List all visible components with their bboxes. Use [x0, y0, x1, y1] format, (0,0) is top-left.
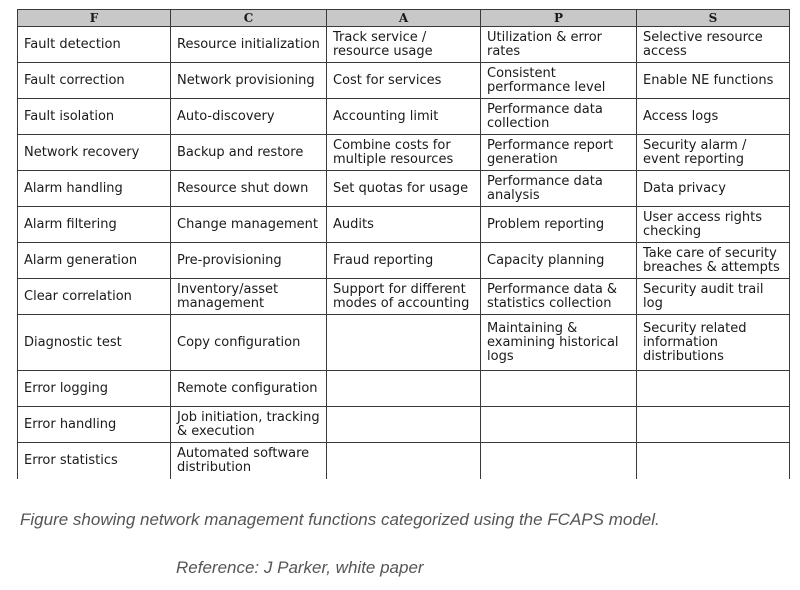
table-cell: Copy configuration	[171, 315, 327, 371]
table-cell: Alarm handling	[18, 171, 171, 207]
table-cell: Take care of security breaches & attempts	[637, 243, 790, 279]
table-cell: Performance report generation	[481, 135, 637, 171]
table-cell: Error logging	[18, 371, 171, 407]
table-cell: Cost for services	[327, 63, 481, 99]
header-fault: F	[18, 10, 171, 27]
table-cell: User access rights checking	[637, 207, 790, 243]
table-cell: Enable NE functions	[637, 63, 790, 99]
table-cell: Alarm filtering	[18, 207, 171, 243]
table-cell: Network recovery	[18, 135, 171, 171]
table-cell: Data privacy	[637, 171, 790, 207]
table-row	[18, 407, 790, 443]
table-cell	[637, 407, 790, 443]
header-performance: P	[481, 10, 637, 27]
table-cell: Audits	[327, 207, 481, 243]
table-cell: Accounting limit	[327, 99, 481, 135]
table-cell: Security related information distributions	[637, 315, 790, 371]
table-cell: Auto-discovery	[171, 99, 327, 135]
table-cell: Remote configuration	[171, 371, 327, 407]
table-row	[18, 279, 790, 315]
table-cell: Pre-provisioning	[171, 243, 327, 279]
table-cell: Job initiation, tracking & execution	[171, 407, 327, 443]
table-cell: Problem reporting	[481, 207, 637, 243]
table-cell: Clear correlation	[18, 279, 171, 315]
table-row	[18, 171, 790, 207]
table-cell: Alarm generation	[18, 243, 171, 279]
table-cell: Fraud reporting	[327, 243, 481, 279]
table-cell: Diagnostic test	[18, 315, 171, 371]
table-cell: Security audit trail log	[637, 279, 790, 315]
table-row	[18, 243, 790, 279]
fcaps-table-container	[17, 9, 790, 479]
table-row	[18, 371, 790, 407]
table-cell: Performance data analysis	[481, 171, 637, 207]
table-cell	[327, 315, 481, 371]
table-row	[18, 207, 790, 243]
table-cell: Fault detection	[18, 27, 171, 63]
table-cell	[481, 407, 637, 443]
table-cell: Utilization & error rates	[481, 27, 637, 63]
table-row	[18, 443, 790, 480]
table-cell: Resource initialization	[171, 27, 327, 63]
table-cell	[481, 371, 637, 407]
table-cell: Maintaining & examining historical logs	[481, 315, 637, 371]
table-cell: Consistent performance level	[481, 63, 637, 99]
table-cell: Track service / resource usage	[327, 27, 481, 63]
table-cell: Automated software distribution	[171, 443, 327, 480]
table-cell	[327, 371, 481, 407]
table-cell	[637, 371, 790, 407]
table-row	[18, 135, 790, 171]
table-cell: Support for different modes of accounting	[327, 279, 481, 315]
table-cell: Error statistics	[18, 443, 171, 480]
table-cell: Access logs	[637, 99, 790, 135]
table-cell	[637, 443, 790, 480]
figure-caption: Figure showing network management functions categorized using the FCAPS model.	[20, 510, 660, 529]
table-cell: Fault correction	[18, 63, 171, 99]
table-cell: Performance data & statistics collection	[481, 279, 637, 315]
table-row	[18, 315, 790, 371]
fcaps-table	[17, 9, 790, 479]
header-accounting: A	[327, 10, 481, 27]
table-cell: Inventory/asset management	[171, 279, 327, 315]
table-cell: Combine costs for multiple resources	[327, 135, 481, 171]
table-cell: Error handling	[18, 407, 171, 443]
table-cell	[327, 407, 481, 443]
table-cell: Backup and restore	[171, 135, 327, 171]
table-cell: Network provisioning	[171, 63, 327, 99]
table-header-row	[18, 10, 790, 27]
header-configuration: C	[171, 10, 327, 27]
table-cell: Performance data collection	[481, 99, 637, 135]
table-cell: Set quotas for usage	[327, 171, 481, 207]
table-row	[18, 63, 790, 99]
table-cell: Selective resource access	[637, 27, 790, 63]
table-row	[18, 27, 790, 63]
header-security: S	[637, 10, 790, 27]
table-cell: Capacity planning	[481, 243, 637, 279]
table-cell: Resource shut down	[171, 171, 327, 207]
table-cell: Fault isolation	[18, 99, 171, 135]
table-cell: Change management	[171, 207, 327, 243]
figure-reference: Reference: J Parker, white paper	[176, 558, 424, 577]
table-cell	[327, 443, 481, 480]
table-row	[18, 99, 790, 135]
table-cell: Security alarm / event reporting	[637, 135, 790, 171]
table-cell	[481, 443, 637, 480]
